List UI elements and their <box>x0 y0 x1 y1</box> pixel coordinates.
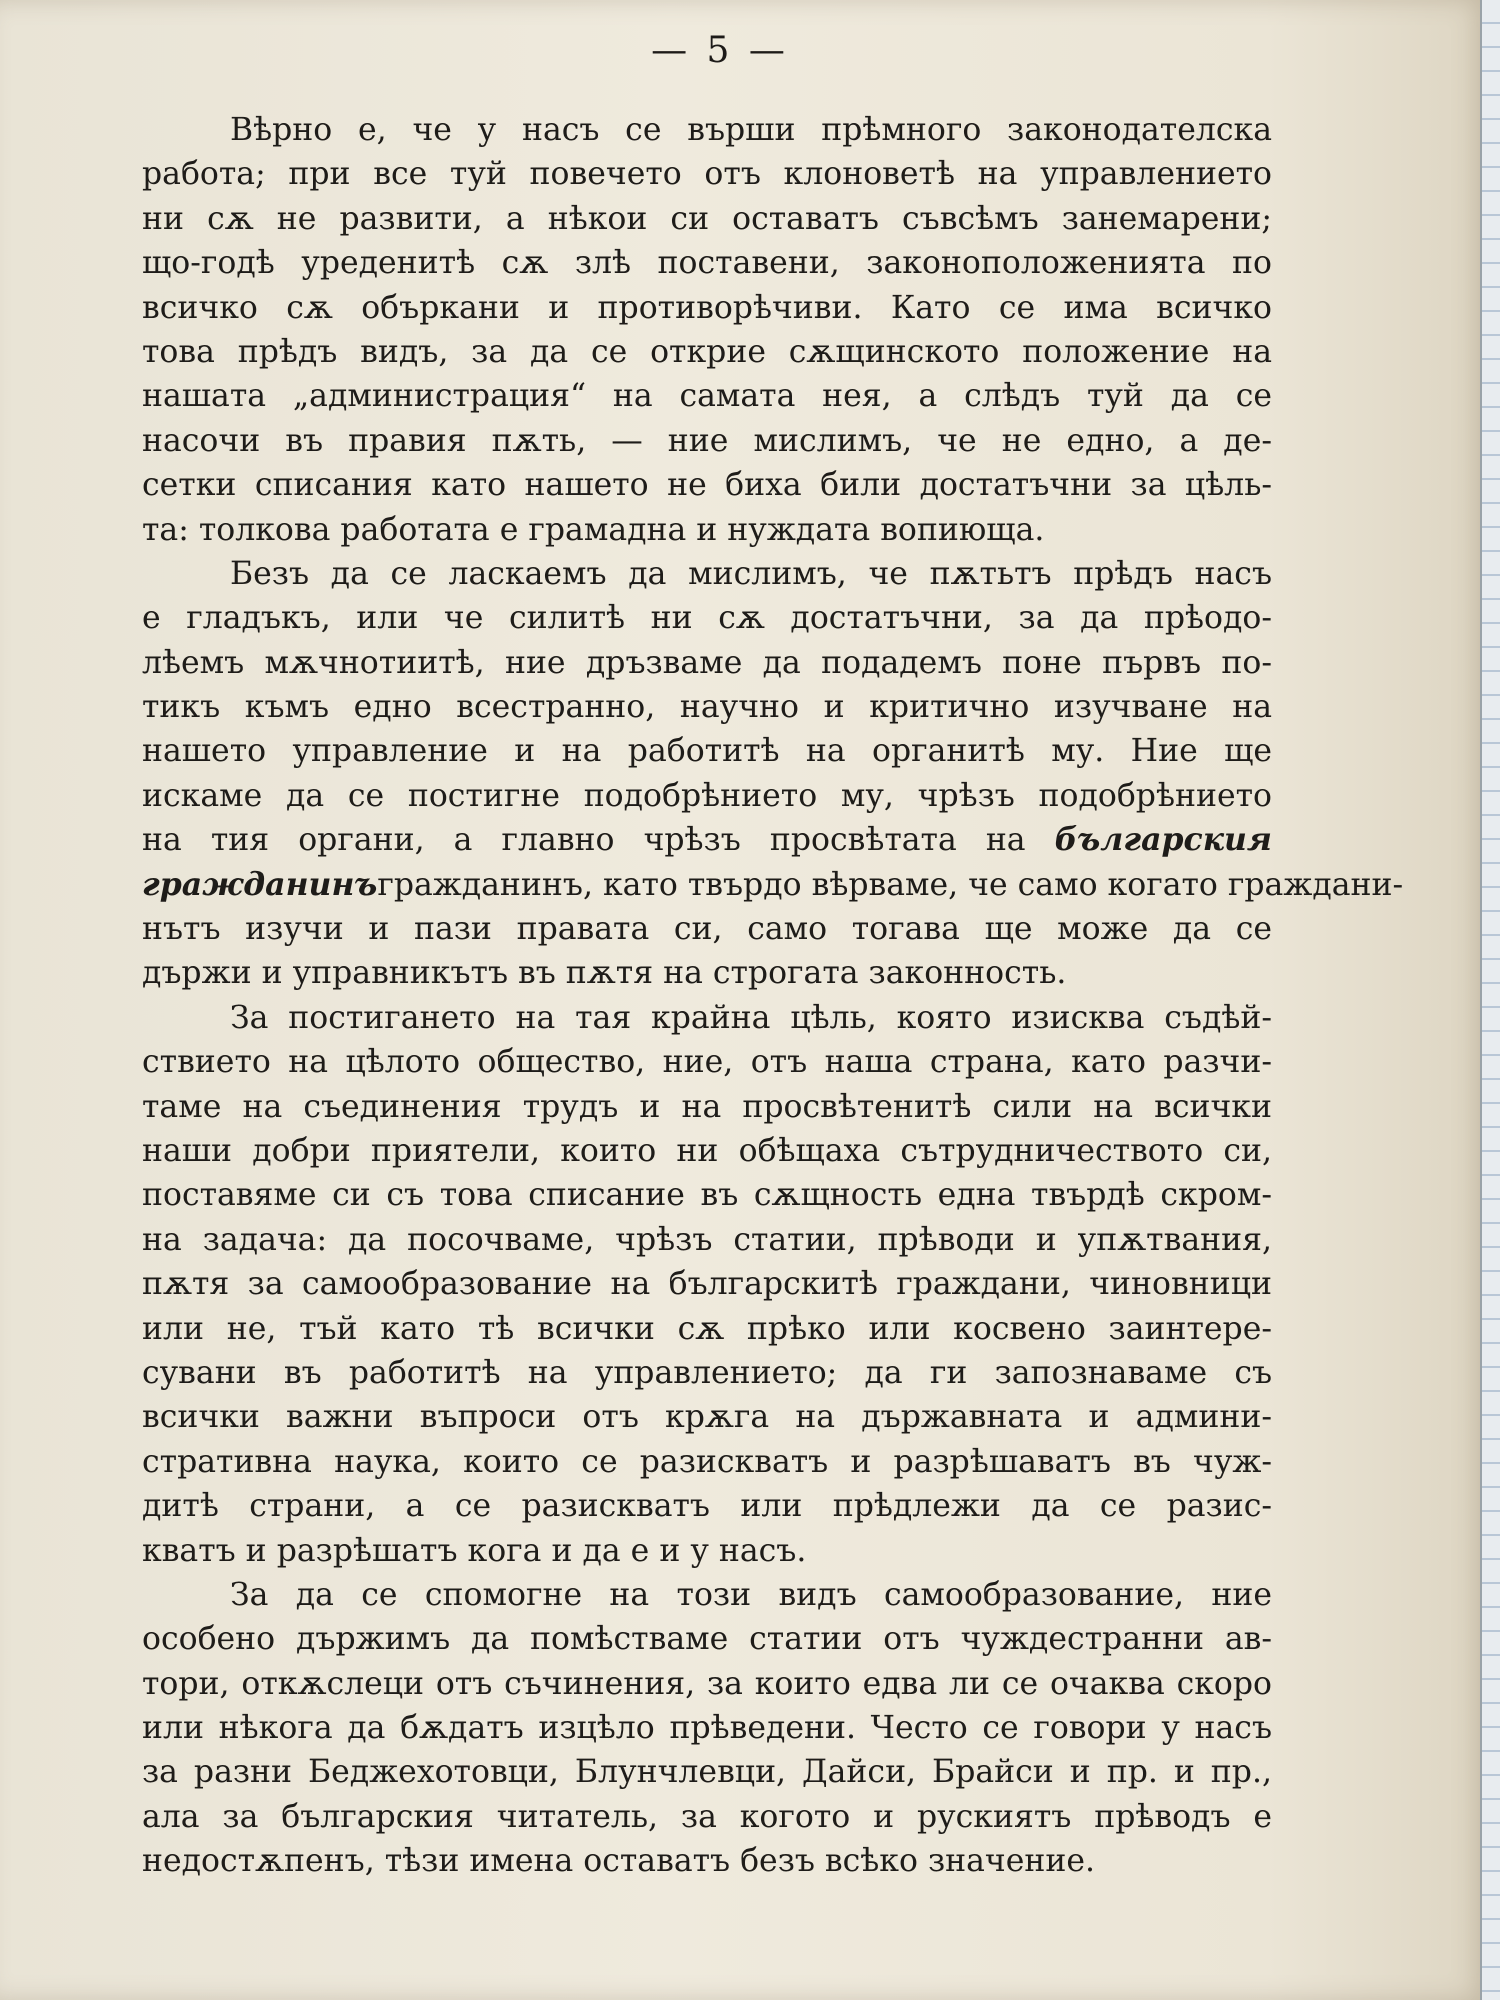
text-line: ала за българския читатель, за когото и рускиятъ прѣводъ е <box>142 1798 1272 1835</box>
text-line: държи и управникътъ въ пѫтя на строгата законность. <box>142 955 1067 992</box>
paragraph-1 <box>142 108 1272 552</box>
text-line: искаме да се постигне подобрѣнието му, чрѣзъ подобрѣнието <box>142 777 1272 814</box>
text-line: е гладъкъ, или че силитѣ ни сѫ достатъчни, за да прѣодо- <box>142 600 1272 637</box>
text-line: работа; при все туй повечето отъ клоноветѣ на управлението <box>142 156 1272 193</box>
text-line: та: толкова работата е грамадна и нуждата вопиюща. <box>142 511 1045 548</box>
text-line: недостѫпенъ, тѣзи имена оставатъ безъ всѣко значение. <box>142 1843 1096 1880</box>
text-line-with-emphasis <box>142 863 1404 907</box>
paragraph-3 <box>142 996 1272 1573</box>
text-line: поставяме си съ това списание въ сѫщность една твърдѣ скром- <box>142 1177 1272 1214</box>
text-line: За постигането на тая крайна цѣль, която изисква съдѣй- <box>230 999 1272 1036</box>
text-line: Безъ да се ласкаемъ да мислимъ, че пѫтьтъ прѣдъ насъ <box>230 555 1272 592</box>
text-line: за разни Беджехотовци, Блунчлевци, Дайси, Брайси и пр. и пр., <box>142 1754 1272 1791</box>
text-line: насочи въ правия пѫть, — ние мислимъ, че не едно, а де- <box>142 422 1272 459</box>
text-line: ни сѫ не развити, а нѣкои си оставатъ съвсѣмъ занемарени; <box>142 200 1272 237</box>
notebook-edge <box>1480 0 1500 2000</box>
text-line: лѣемъ мѫчнотиитѣ, ние дръзваме да подадемъ поне първъ по- <box>142 644 1272 681</box>
text-fragment: на тия органи, а главно чрѣзъ просвѣтата на <box>142 822 1055 859</box>
paragraph-4 <box>142 1573 1272 1884</box>
paragraph-2 <box>142 552 1404 996</box>
emphasized-word: гражданинъ <box>142 865 378 903</box>
text-line: това прѣдъ видъ, за да се открие сѫщинското положение на <box>142 333 1272 370</box>
text-line: ствието на цѣлото общество, ние, отъ наша страна, като разчи- <box>142 1044 1272 1081</box>
text-line: или нѣкога да бѫдатъ изцѣло прѣведени. Често се говори у насъ <box>142 1710 1272 1747</box>
text-line: стративна наука, които се разискватъ и разрѣшаватъ въ чуж- <box>142 1443 1272 1480</box>
text-line: пѫтя за самообразование на българскитѣ граждани, чиновници <box>142 1266 1272 1303</box>
text-line: тикъ къмъ едно всестранно, научно и критично изучване на <box>142 689 1272 726</box>
emphasized-word: българския <box>1054 821 1272 859</box>
page-number: — 5 — <box>651 30 789 71</box>
text-fragment: гражданинъ, като твърдо вѣрваме, че само когато граждани- <box>377 866 1404 903</box>
text-line: нашата „администрация“ на самата нея, а слѣдъ туй да се <box>142 378 1272 415</box>
text-line: дитѣ страни, а се разискватъ или прѣдлежи да се разис- <box>142 1488 1272 1525</box>
text-line: наши добри приятели, които ни обѣщаха сътрудничеството си, <box>142 1132 1272 1169</box>
text-line: или не, тъй като тѣ всички сѫ прѣко или косвено заинтере- <box>142 1310 1272 1347</box>
text-line: сетки списания като нашето не биха били достатъчни за цѣль- <box>142 467 1272 504</box>
text-line: всички важни въпроси отъ крѫга на държавната и админи- <box>142 1399 1272 1436</box>
text-line: всичко сѫ объркани и противорѣчиви. Като се има всичко <box>142 289 1272 326</box>
text-line: сувани въ работитѣ на управлението; да ги запознаваме съ <box>142 1354 1272 1391</box>
text-line: Вѣрно е, че у насъ се върши прѣмного законодателска <box>230 112 1272 148</box>
text-line: на задача: да посочваме, чрѣзъ статии, прѣводи и упѫтвания, <box>142 1221 1272 1258</box>
text-line-with-emphasis <box>142 818 1272 862</box>
text-line: кватъ и разрѣшатъ кога и да е и у насъ. <box>142 1532 807 1569</box>
text-line: За да се спомогне на този видъ самообразование, ние <box>230 1576 1272 1613</box>
text-line: таме на съединения трудъ и на просвѣтенитѣ сили на всички <box>142 1088 1272 1125</box>
text-line: нашето управление и на работитѣ на органитѣ му. Ние ще <box>142 733 1272 770</box>
text-line: особено държимъ да помѣстваме статии отъ чуждестранни ав- <box>142 1621 1272 1658</box>
page-text <box>142 108 1404 1884</box>
text-line: що-годѣ уреденитѣ сѫ злѣ поставени, законоположенията по <box>142 245 1272 282</box>
text-line: нътъ изучи и пази правата си, само тогава ще може да се <box>142 911 1272 948</box>
text-line: тори, откѫслеци отъ съчинения, за които едва ли се очаква скоро <box>142 1665 1272 1702</box>
